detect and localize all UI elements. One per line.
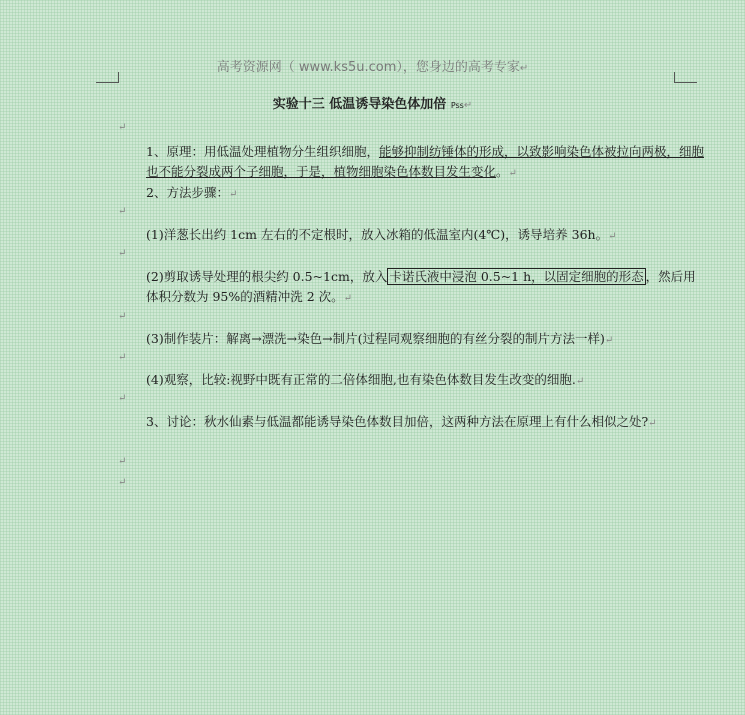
empty-paragraph: ↵ — [118, 122, 127, 133]
header-text: 高考资源网（ www.ks5u.com），您身边的高考专家 — [216, 60, 520, 75]
section-method — [118, 183, 706, 205]
empty-paragraph: ↵ — [118, 393, 127, 404]
section-discussion — [118, 412, 706, 434]
step-3 — [118, 329, 706, 351]
title-main: 实验十三 低温诱导染色体加倍 — [272, 97, 447, 112]
title-suffix: Pss — [450, 101, 464, 110]
document-title — [0, 93, 745, 112]
section-principle — [118, 142, 706, 184]
paragraph-mark: ↵ — [604, 335, 614, 346]
empty-paragraph: ↵ — [118, 311, 127, 322]
paragraph-mark: ↵ — [463, 100, 473, 111]
paragraph-mark: ↵ — [648, 418, 657, 429]
step-2-end: ，然后用体积分数为 95%的酒精冲洗 2 次。 — [146, 269, 696, 304]
margin-corner-right — [674, 72, 697, 83]
step-2-text: (2)剪取诱导处理的根尖约 0.5~1cm，放入 — [146, 269, 388, 284]
principle-underlined: 能够抑制纺锤体的形成，以致影响染色体被拉向两极，细胞也不能分裂成两个子细胞，于是，植物细胞染色体数目发生变化 — [146, 144, 704, 179]
principle-text: 1、原理：用低温处理植物分生组织细胞， — [146, 144, 379, 159]
step-4-text: (4)观察，比较:视野中既有正常的二倍体细胞,也有染色体数目发生改变的细胞. — [146, 372, 576, 387]
method-heading: 2、方法步骤： — [146, 185, 229, 200]
empty-paragraph: ↵ — [118, 477, 127, 488]
principle-end: 。 — [496, 164, 509, 179]
paragraph-mark: ↵ — [508, 168, 517, 179]
empty-paragraph: ↵ — [118, 456, 127, 467]
step-1-text: (1)洋葱长出约 1cm 左右的不定根时，放入冰箱的低温室内(4℃)，诱导培养 36h。 — [146, 227, 609, 242]
step-3-text: (3)制作装片：解离→漂洗→染色→制片(过程同观察细胞的有丝分裂的制片方法一样) — [146, 331, 605, 346]
step-2 — [118, 267, 706, 309]
empty-paragraph: ↵ — [118, 206, 127, 217]
margin-corner-left — [96, 72, 119, 83]
paragraph-mark: ↵ — [228, 189, 238, 200]
step-2-boxed-text: 卡诺氏液中浸泡 0.5~1 h，以固定细胞的形态 — [389, 269, 644, 284]
empty-paragraph: ↵ — [118, 248, 127, 259]
empty-paragraph: ↵ — [118, 352, 127, 363]
paragraph-mark: ↵ — [343, 293, 353, 304]
paragraph-mark: ↵ — [608, 231, 617, 242]
paragraph-mark: ↵ — [575, 376, 585, 387]
paragraph-mark: ↵ — [519, 63, 529, 74]
step-1 — [118, 225, 706, 247]
discussion-text: 3、讨论：秋水仙素与低温都能诱导染色体数目加倍，这两种方法在原理上有什么相似之处? — [146, 414, 649, 429]
step-4 — [118, 370, 706, 392]
